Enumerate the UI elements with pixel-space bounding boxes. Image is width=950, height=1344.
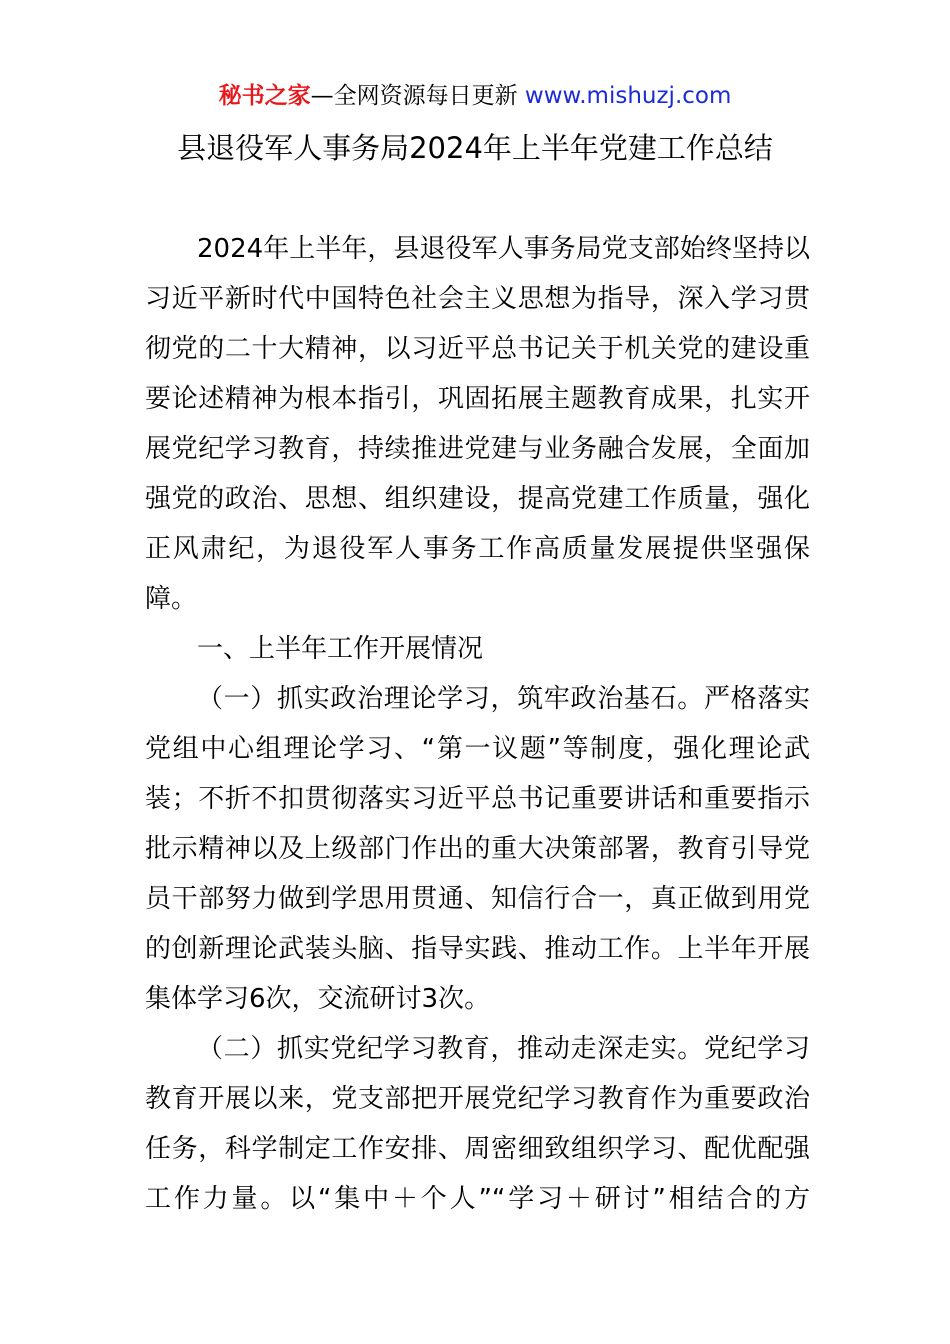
- paragraph-line: 装；不折不扣贯彻落实习近平总书记重要讲话和重要指示: [145, 784, 810, 814]
- paragraph-line: 彻党的二十大精神，以习近平总书记关于机关党的建设重: [145, 334, 810, 364]
- paragraph-line: 2024年上半年，县退役军人事务局党支部始终坚持以: [197, 234, 810, 264]
- site-url-link[interactable]: www.mishuzj.com: [524, 83, 732, 109]
- site-brand: 秘书之家: [218, 83, 311, 109]
- paragraph-line: 展党纪学习教育，持续推进党建与业务融合发展，全面加: [145, 434, 810, 464]
- paragraph-line: 教育开展以来，党支部把开展党纪学习教育作为重要政治: [145, 1084, 810, 1114]
- site-tagline: —全网资源每日更新: [310, 83, 518, 109]
- paragraph-line: 正风肃纪，为退役军人事务工作高质量发展提供坚强保: [145, 534, 810, 564]
- paragraph-line: 强党的政治、思想、组织建设，提高党建工作质量，强化: [145, 484, 810, 514]
- section-heading: 一、上半年工作开展情况: [197, 634, 484, 664]
- paragraph-line: 的创新理论武装头脑、指导实践、推动工作。上半年开展: [145, 934, 810, 964]
- paragraph-line: 党组中心组理论学习、“第一议题”等制度，强化理论武: [145, 734, 810, 764]
- site-banner: [0, 80, 950, 112]
- paragraph-line: （二）抓实党纪学习教育，推动走深走实。党纪学习: [197, 1034, 810, 1064]
- paragraph-line: 工作力量。以“集中＋个人”“学习＋研讨”相结合的方: [145, 1184, 810, 1214]
- paragraph-line: 员干部努力做到学思用贯通、知信行合一，真正做到用党: [145, 884, 810, 914]
- paragraph-line: 任务，科学制定工作安排、周密细致组织学习、配优配强: [145, 1134, 810, 1164]
- document-body: [145, 224, 810, 1224]
- paragraph-line: 障。: [145, 584, 198, 614]
- document-title: 县退役军人事务局2024年上半年党建工作总结: [177, 131, 773, 165]
- paragraph-line: （一）抓实政治理论学习，筑牢政治基石。严格落实: [197, 684, 810, 714]
- paragraph-line: 要论述精神为根本指引，巩固拓展主题教育成果，扎实开: [145, 384, 810, 414]
- paragraph-line: 批示精神以及上级部门作出的重大决策部署，教育引导党: [145, 834, 810, 864]
- paragraph-line: 习近平新时代中国特色社会主义思想为指导，深入学习贯: [145, 284, 810, 314]
- paragraph-line: 集体学习6次，交流研讨3次。: [145, 984, 491, 1014]
